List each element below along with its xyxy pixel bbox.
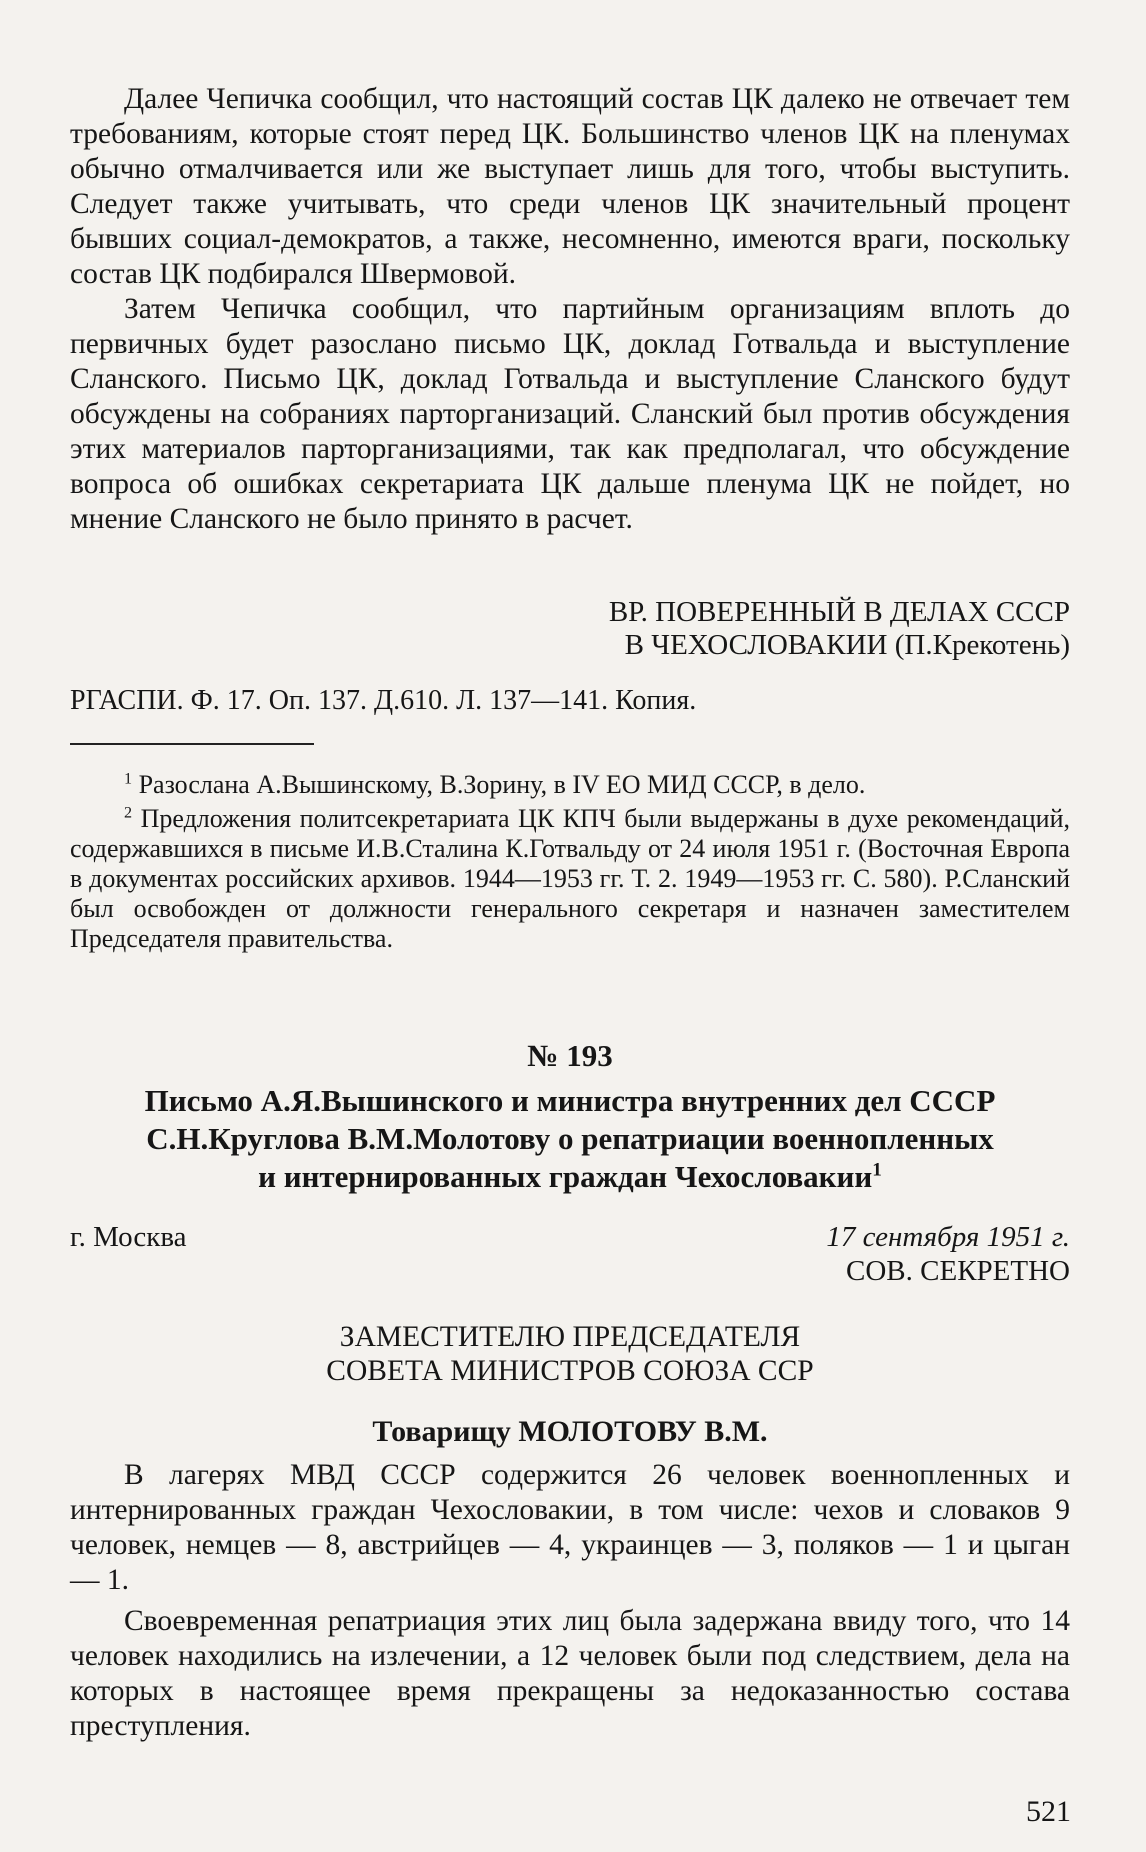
addressee-title: СОВЕТА МИНИСТРОВ СОЮЗА ССР [326,1355,814,1387]
paragraph: Далее Чепичка сообщил, что настоящий состав ЦК далеко не отвечает тем требованиям, которые стоят перед ЦК. Большинство членов ЦК на пленумах обычно отмалчивается или же выступает лишь для того, чтобы выступить. Следует также учитывать, что среди членов ЦК значительный процент бывших социал-демократов, а также, несомненно, имеются враги, поскольку состав ЦК подбирался Швермовой. [70,83,1070,290]
title-footnote-mark: 1 [872,1159,882,1181]
paragraph: Затем Чепичка сообщил, что партийным организациям вплоть до первичных будет разослано письмо ЦК, доклад Готвальда и выступление Сланского. Письмо ЦК, доклад Готвальда и выступление Сланского будут обсуждены на собраниях парторганизаций. Сланский был против обсуждения этих материалов парторганизациями, так как предполагал, что обсуждение вопроса об ошибках секретариата ЦК дальше пленума ЦК не пойдет, но мнение Сланского не было принято в расчет. [70,293,1070,535]
classification-stamp: СОВ. СЕКРЕТНО [846,1255,1070,1287]
addressee-name: Товарищу МОЛОТОВУ В.М. [372,1415,768,1448]
footnote-mark: 2 [124,804,133,822]
signature-name: В ЧЕХОСЛОВАКИИ (П.Крекотень) [624,629,1070,661]
paragraph: Своевременная репатриация этих лиц была задержана ввиду того, что 14 человек находились на излечении, а 12 человек были под следствием, дела на которых в настоящее время прекращены за недоказанностью состава преступления. [70,1605,1070,1742]
page-number: 521 [1026,1795,1071,1828]
addressee-block [70,1320,1070,1450]
place-date-row [70,1220,1070,1255]
paragraph: В лагерях МВД СССР содержится 26 человек военнопленных и интернированных граждан Чехословакии, в том числе: чехов и словаков 9 человек, немцев — 8, австрийцев — 4, украинцев — 3, поляков — 1 и цыган — 1. [70,1459,1070,1596]
document-title-line: С.Н.Круглова В.М.Молотову о репатриации военнопленных [146,1121,994,1156]
date: 17 сентября 1951 г. [826,1221,1070,1253]
document-title-line [70,1158,1070,1196]
document-body [70,1458,1070,1744]
archive-source [70,684,1070,717]
footnote-divider [70,743,314,745]
footnote-text: Разослана А.Вышинскому, В.Зорину, в IV ЕО МИД СССР, в дело. [138,770,866,799]
signature-title: ВР. ПОВЕРЕННЫЙ В ДЕЛАХ СССР [608,596,1070,628]
document-header [70,1038,1070,1196]
addressee-title: ЗАМЕСТИТЕЛЮ ПРЕДСЕДАТЕЛЯ [339,1321,801,1353]
footnote [70,804,1070,954]
place: г. Москва [70,1221,187,1253]
signature-block [70,596,1070,662]
source-reference: РГАСПИ. Ф. 17. Оп. 137. Д.610. Л. 137—141. Копия. [70,685,697,716]
footnote-mark: 1 [124,770,133,788]
footnotes [70,770,1070,954]
document-number: № 193 [527,1038,613,1073]
document-title-line: Письмо А.Я.Вышинского и министра внутренних дел СССР [144,1083,996,1118]
continued-text [70,82,1070,537]
footnote-text: Предложения политсекретариата ЦК КПЧ были выдержаны в духе рекомендаций, содержавшихся в письме И.В.Сталина К.Готвальду от 24 июля 1951 г. (Восточная Европа в документах российских архивов. 1944—1953 гг. Т. 2. 1949—1953 гг. С. 580). Р.Сланский был освобожден от должности генерального секретаря и назначен заместителем Председателя правительства. [70,804,1071,953]
document-title-text: и интернированных граждан Чехословакии [258,1159,873,1194]
dateline [70,1220,1070,1288]
footnote [70,770,1070,800]
